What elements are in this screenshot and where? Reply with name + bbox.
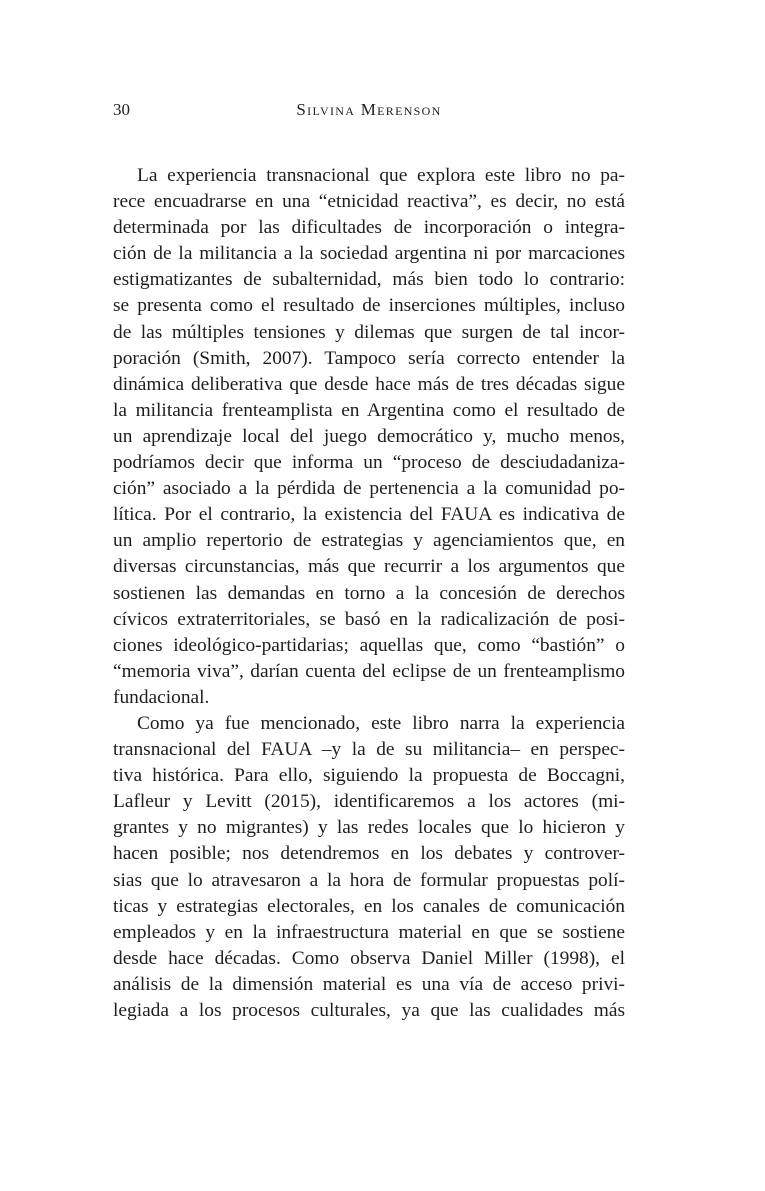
text-line: tiva histórica. Para ello, siguiendo la propuesta de Boccagni, (113, 765, 625, 787)
text-line: transnacional del FAUA –y la de su militancia– en perspec- (113, 739, 625, 761)
text-line: ticas y estrategias electorales, en los canales de comunicación (113, 895, 625, 917)
text-line: La experiencia transnacional que explora este libro no pa- (137, 165, 625, 186)
text-line: de las múltiples tensiones y dilemas que surgen de tal incor- (113, 321, 625, 343)
text-line: grantes y no migrantes) y las redes locales que lo hicieron y (113, 817, 625, 839)
text-line: dinámica deliberativa que desde hace más de tres décadas sigue (113, 373, 625, 395)
text-line: legiada a los procesos culturales, ya que las cualidades más (113, 1000, 625, 1021)
text-line: determinada por las dificultades de incorporación o integra- (113, 217, 625, 239)
text-line: un amplio repertorio de estrategias y agenciamientos que, en (113, 530, 625, 552)
text-line: Como ya fue mencionado, este libro narra la experiencia (137, 712, 625, 734)
text-line: poración (Smith, 2007). Tampoco sería correcto entender la (113, 347, 625, 369)
text-line: fundacional. (113, 686, 210, 708)
text-line: análisis de la dimensión material es una vía de acceso privi- (113, 973, 625, 995)
page-number: 30 (113, 100, 130, 119)
text-line: ción de la militancia a la sociedad argentina ni por marcaciones (113, 243, 625, 265)
text-line: ciones ideológico-partidarias; aquellas que, como “bastión” o (113, 634, 625, 656)
text-line: diversas circunstancias, más que recurrir a los argumentos que (113, 556, 625, 578)
text-line: desde hace décadas. Como observa Daniel Miller (1998), el (113, 947, 625, 969)
text-line: un aprendizaje local del juego democrático y, mucho menos, (113, 425, 625, 447)
paragraph-1 (113, 163, 625, 711)
body-text (113, 163, 625, 1024)
text-line: “memoria viva”, darían cuenta del eclipse de un frenteamplismo (113, 660, 625, 682)
paragraph-2 (113, 711, 625, 1024)
text-line: empleados y en la infraestructura material en que se sostiene (113, 921, 625, 943)
text-line: estigmatizantes de subalternidad, más bien todo lo contrario: (113, 269, 625, 291)
author-running-title: Silvina Merenson (296, 100, 442, 119)
text-line: Lafleur y Levitt (2015), identificaremos a los actores (mi- (113, 791, 625, 813)
text-line: lítica. Por el contrario, la existencia del FAUA es indicativa de (113, 504, 625, 526)
text-line: sostienen las demandas en torno a la concesión de derechos (113, 582, 625, 604)
text-line: sias que lo atravesaron a la hora de formular propuestas polí- (113, 869, 625, 891)
text-line: hacen posible; nos detendremos en los debates y controver- (113, 843, 625, 865)
text-line: rece encuadrarse en una “etnicidad reactiva”, es decir, no está (113, 191, 625, 213)
text-line: cívicos extraterritoriales, se basó en la radicalización de posi- (113, 608, 625, 630)
text-line: podríamos decir que informa un “proceso de desciudadaniza- (113, 452, 625, 474)
text-line: ción” asociado a la pérdida de pertenencia a la comunidad po- (113, 478, 625, 500)
running-head (113, 98, 625, 122)
text-line: se presenta como el resultado de inserciones múltiples, incluso (113, 295, 625, 317)
text-line: la militancia frenteamplista en Argentina como el resultado de (113, 399, 625, 421)
